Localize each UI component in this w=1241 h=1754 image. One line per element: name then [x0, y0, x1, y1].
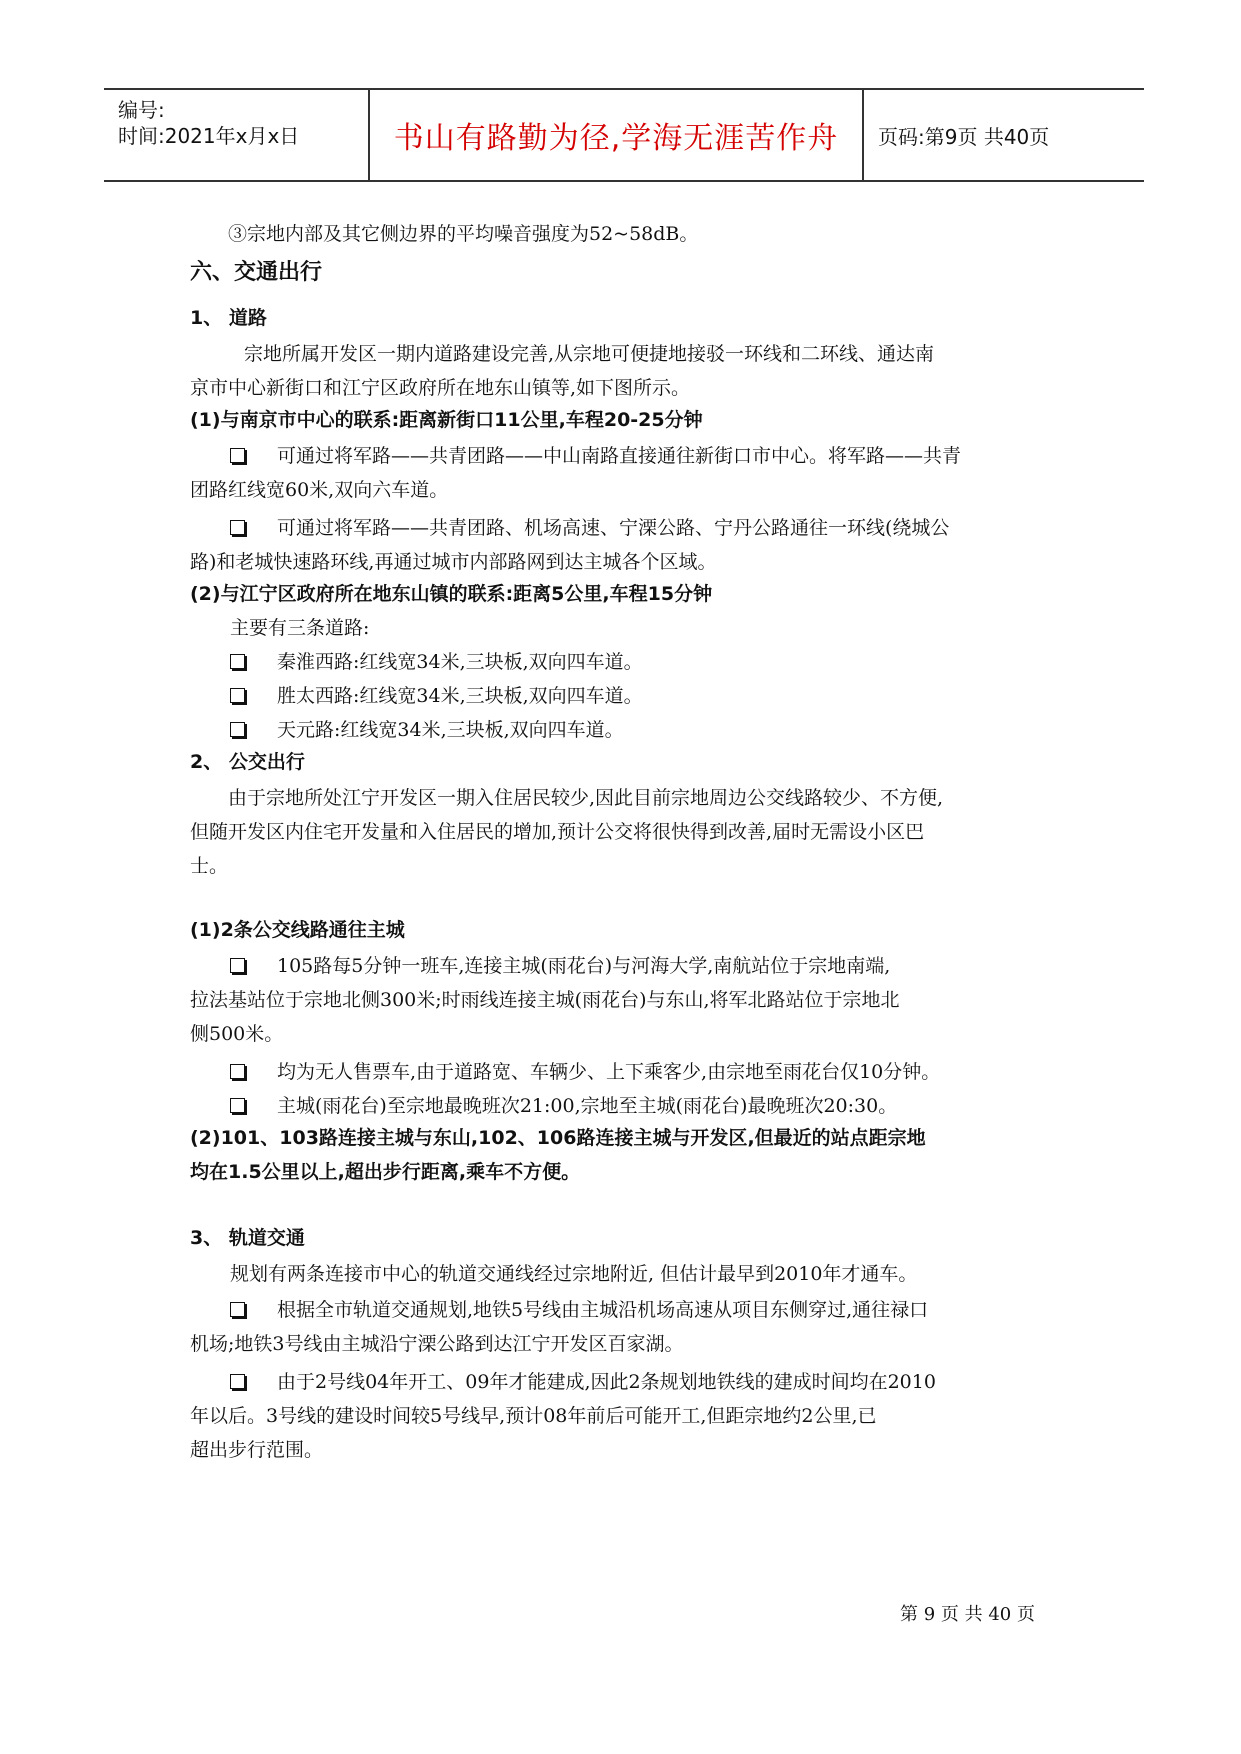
bus-bullet-105: 105路每5分钟一班车,连接主城(雨花台)与河海大学,南航站位于宗地南端, — [190, 948, 1060, 985]
bus-subheading-2-line2: 均在1.5公里以上,超出步行距离,乘车不方便。 — [190, 1161, 581, 1183]
bus-subheading-2-line1: (2)101、103路连接主城与东山,102、106路连接主城与开发区,但最近的站点距宗地 — [190, 1127, 926, 1149]
checkbox-bullet-icon — [230, 722, 245, 737]
road-paragraph-line2: 京市中心新街口和江宁区政府所在地东山镇等,如下图所示。 — [190, 377, 691, 399]
checkbox-bullet-icon — [230, 1302, 245, 1317]
bus-subheading-1: (1)2条公交线路通往主城 — [190, 919, 405, 941]
road-item-shengtai: 胜太西路:红线宽34米,三块板,双向四车道。 — [190, 678, 1060, 715]
checkbox-bullet-icon — [230, 688, 245, 703]
header-middle-cell — [370, 90, 864, 180]
page-footer-number: 第 9 页 共 40 页 — [900, 1604, 1035, 1625]
road-item-tianyuan: 天元路:红线宽34米,三块板,双向四车道。 — [190, 712, 1060, 749]
rail-bullet-continuation: 超出步行范围。 — [190, 1439, 324, 1461]
road-paragraph-line1: 宗地所属开发区一期内道路建设完善,从宗地可便捷地接驳一环线和二环线、通达南 — [244, 343, 935, 365]
bus-paragraph-line3: 士。 — [190, 855, 229, 877]
rail-bullet-continuation: 年以后。3号线的建设时间较5号线早,预计08年前后可能开工,但距宗地约2公里,已 — [190, 1405, 877, 1427]
road-item-qinhuai: 秦淮西路:红线宽34米,三块板,双向四车道。 — [190, 644, 1060, 681]
subheading-bus: 2、 公交出行 — [190, 751, 305, 773]
bullet-continuation: 路)和老城快速路环线,再通过城市内部路网到达主城各个区域。 — [190, 551, 717, 573]
subheading-rail: 3、 轨道交通 — [190, 1227, 305, 1249]
checkbox-bullet-icon — [230, 958, 245, 973]
checkbox-bullet-icon — [230, 1064, 245, 1079]
noise-paragraph: ③宗地内部及其它侧边界的平均噪音强度为52~58dB。 — [228, 223, 699, 245]
rail-paragraph: 规划有两条连接市中心的轨道交通线经过宗地附近, 但估计最早到2010年才通车。 — [230, 1263, 918, 1285]
bus-bullet-continuation: 侧500米。 — [190, 1023, 284, 1045]
bullet-item: 可通过将军路——共青团路——中山南路直接通往新街口市中心。将军路——共青 — [190, 438, 1060, 475]
bullet-item: 可通过将军路——共青团路、机场高速、宁溧公路、宁丹公路通往一环线(绕城公 — [190, 510, 1060, 547]
header-right-cell — [864, 90, 1144, 180]
header-slogan: 书山有路勤为径,学海无涯苦作舟 — [393, 121, 839, 156]
subheading-road: 1、 道路 — [190, 307, 267, 329]
bus-bullet-ticketless: 均为无人售票车,由于道路宽、车辆少、上下乘客少,由宗地至雨花台仅10分钟。 — [190, 1054, 1060, 1091]
page-header — [104, 88, 1144, 182]
header-page-code: 页码:第9页 共40页 — [878, 124, 1050, 149]
header-left-cell — [104, 90, 370, 180]
rail-bullet-continuation: 机场;地铁3号线由主城沿宁溧公路到达江宁开发区百家湖。 — [190, 1333, 684, 1355]
document-number-label: 编号: — [118, 98, 165, 122]
bus-bullet-continuation: 拉法基站位于宗地北侧300米;时雨线连接主城(雨花台)与东山,将军北路站位于宗地北 — [190, 989, 900, 1011]
bus-paragraph-line1: 由于宗地所处江宁开发区一期入住居民较少,因此目前宗地周边公交线路较少、不方便, — [228, 787, 944, 809]
checkbox-bullet-icon — [230, 1374, 245, 1389]
section-heading-traffic: 六、交通出行 — [190, 260, 323, 285]
three-roads-intro: 主要有三条道路: — [230, 617, 370, 639]
checkbox-bullet-icon — [230, 1098, 245, 1113]
link-city-center-heading: (1)与南京市中心的联系:距离新街口11公里,车程20-25分钟 — [190, 409, 703, 431]
bus-paragraph-line2: 但随开发区内住宅开发量和入住居民的增加,预计公交将很快得到改善,届时无需设小区巴 — [190, 821, 925, 843]
checkbox-bullet-icon — [230, 448, 245, 463]
link-dongshan-heading: (2)与江宁区政府所在地东山镇的联系:距离5公里,车程15分钟 — [190, 583, 713, 605]
checkbox-bullet-icon — [230, 520, 245, 535]
bus-bullet-last-trip: 主城(雨花台)至宗地最晚班次21:00,宗地至主城(雨花台)最晚班次20:30。 — [190, 1088, 1060, 1125]
bullet-continuation: 团路红线宽60米,双向六车道。 — [190, 479, 449, 501]
rail-bullet-schedule: 由于2号线04年开工、09年才能建成,因此2条规划地铁线的建成时间均在2010 — [190, 1364, 1060, 1401]
checkbox-bullet-icon — [230, 654, 245, 669]
document-time: 时间:2021年x月x日 — [118, 124, 300, 148]
rail-bullet-plan: 根据全市轨道交通规划,地铁5号线由主城沿机场高速从项目东侧穿过,通往禄口 — [190, 1292, 1060, 1329]
